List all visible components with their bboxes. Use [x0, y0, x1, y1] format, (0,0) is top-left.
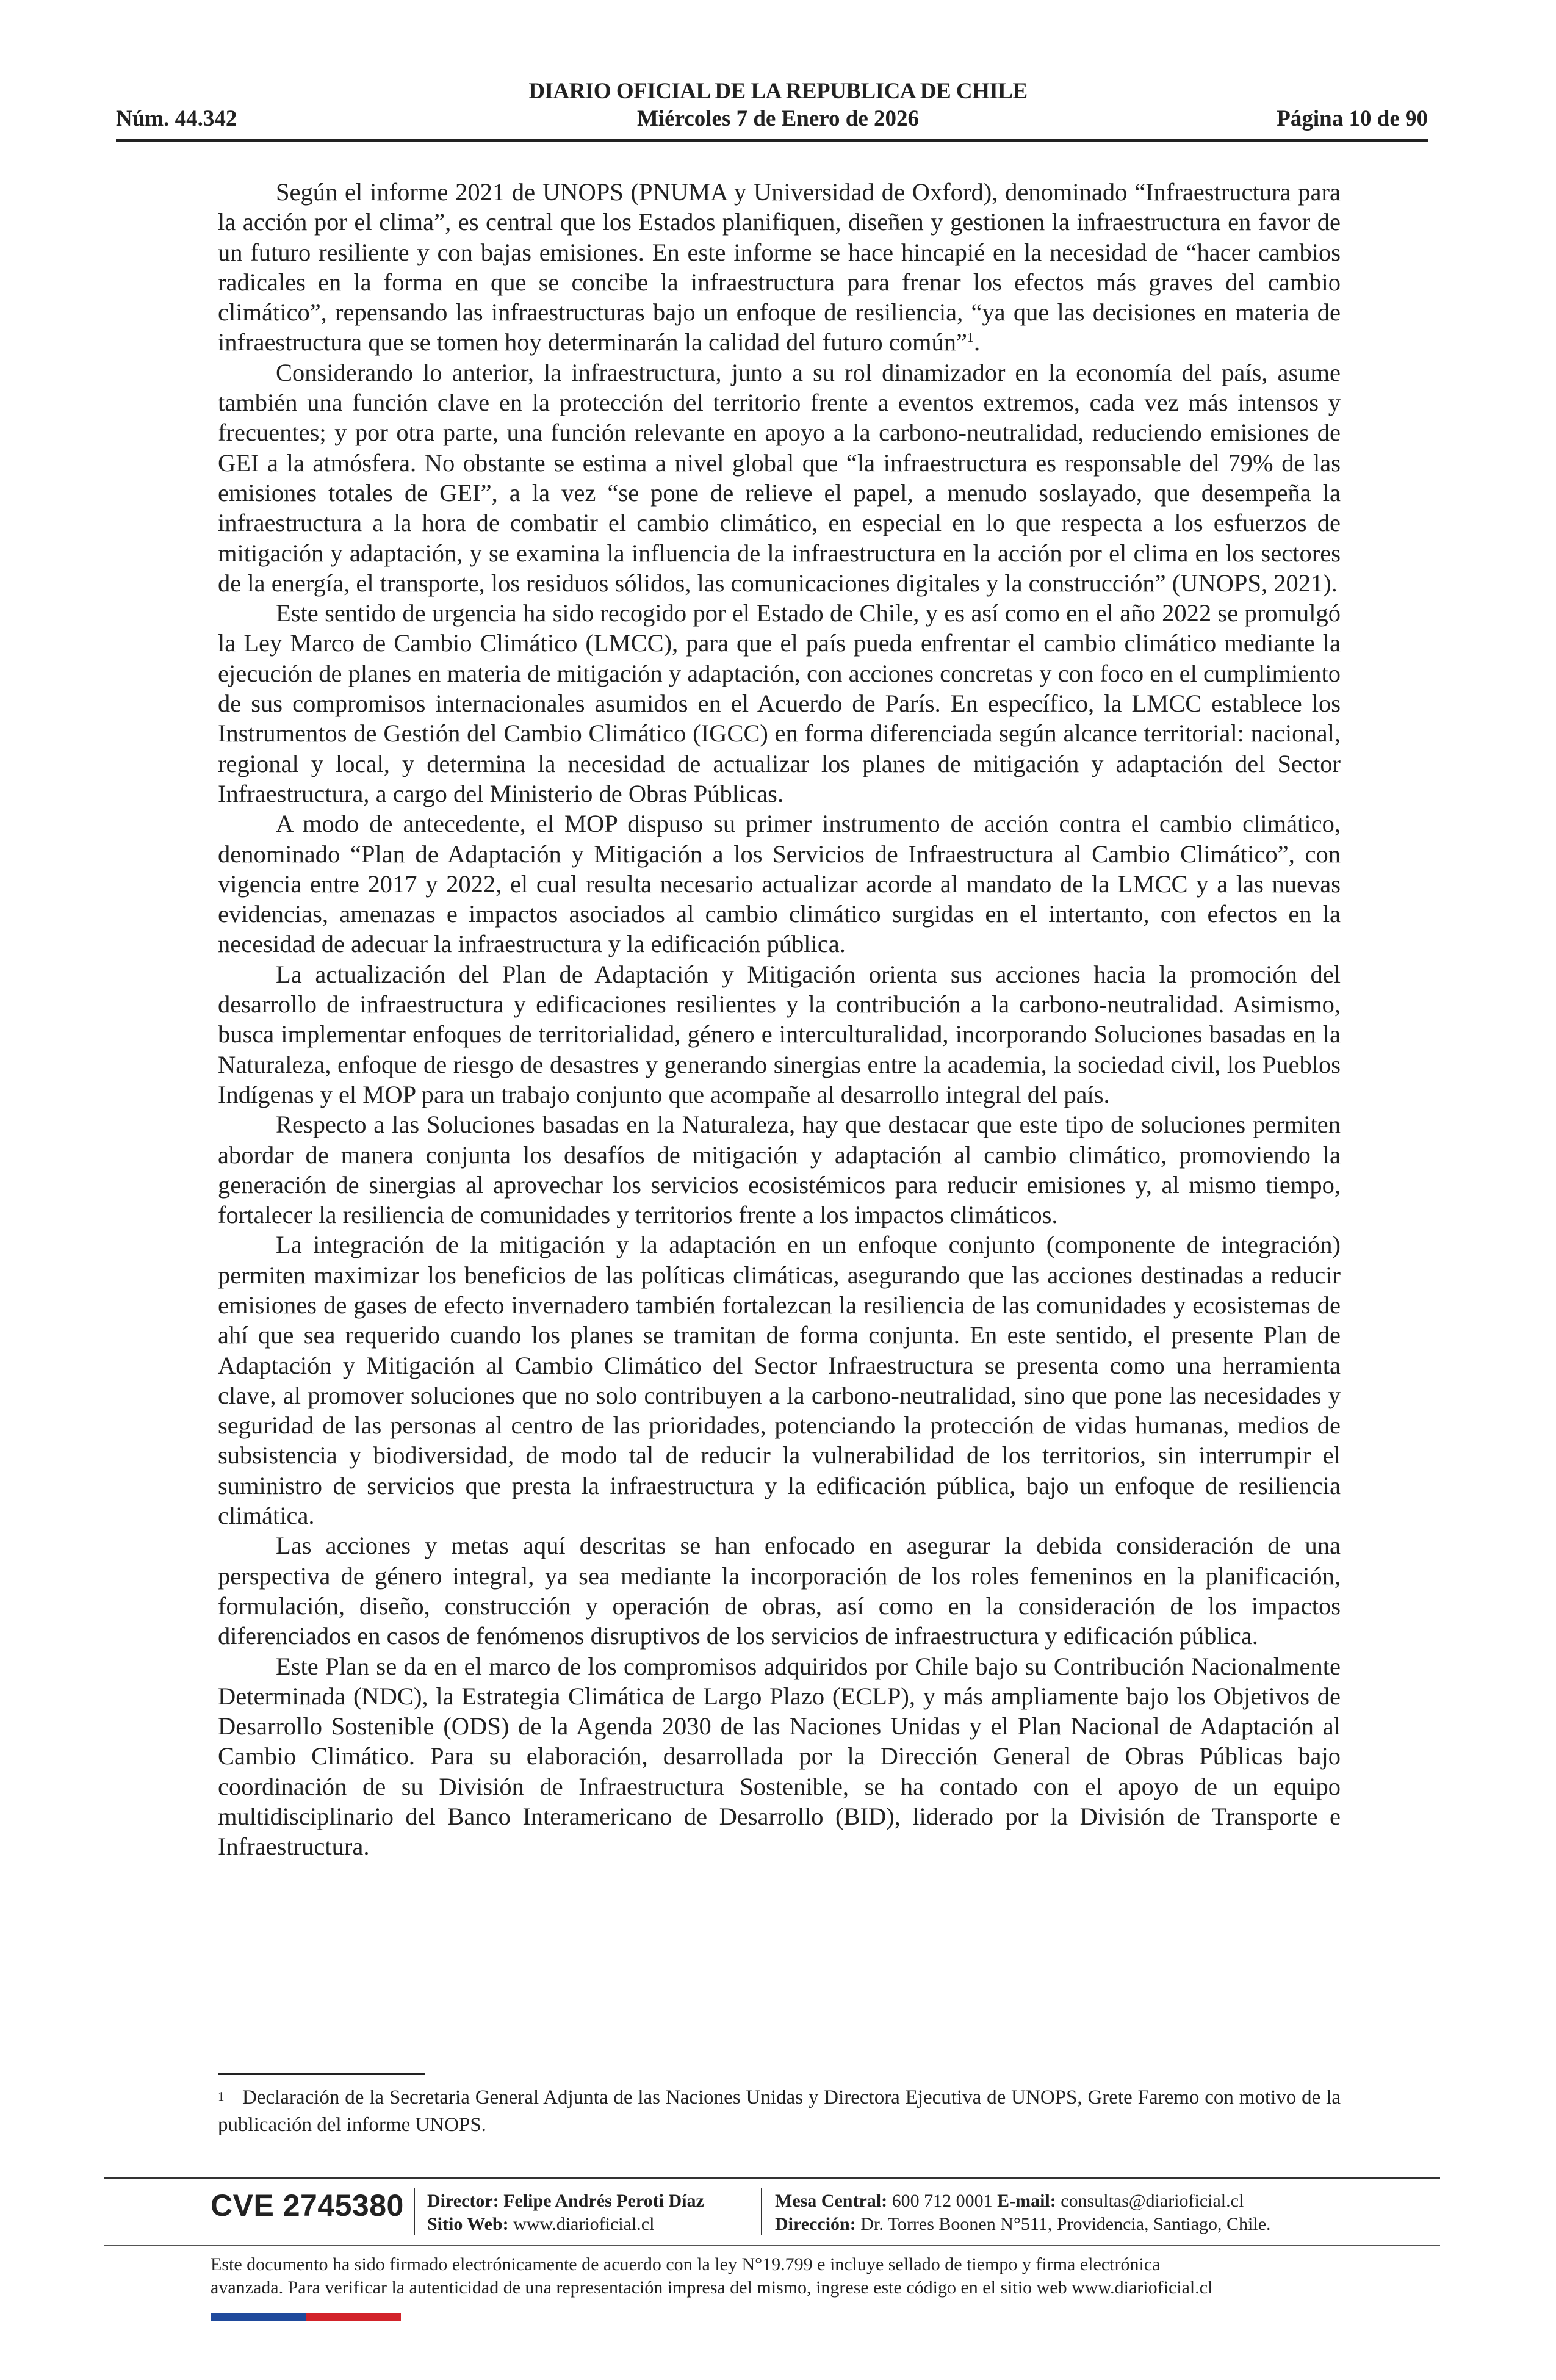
- website-link[interactable]: www.diarioficial.cl: [513, 2214, 655, 2234]
- signature-notice: [211, 2253, 1333, 2299]
- issue-number: Núm. 44.342: [116, 106, 237, 131]
- director-name: Felipe Andrés Peroti Díaz: [503, 2191, 704, 2211]
- footnote: [218, 2084, 1341, 2139]
- footnote-number: 1: [218, 2089, 225, 2104]
- footer-director-block: [427, 2190, 704, 2236]
- footer-separator: [414, 2188, 415, 2235]
- footer-divider: [104, 2177, 1440, 2179]
- paragraph: [218, 177, 1341, 358]
- paragraph-end: .: [974, 328, 981, 356]
- paragraph: Este Plan se da en el marco de los compromisos adquiridos por Chile bajo su Contribución Nacionalmente Determinada (NDC), la Estrategia Climática de Largo Plazo (ECLP), y más ampliamente bajo los Objetivos de Desarrollo Sostenible (ODS) de la Agenda 2030 de las Naciones Unidas y el Plan Nacional de Adaptación al Cambio Climático. Para su elaboración, desarrollada por la Dirección General de Obras Públicas bajo coordinación de su División de Infraestructura Sostenible, se ha contado con el apoyo de un equipo multidisciplinario del Banco Interamericano de Desarrollo (BID), liderado por la División de Transporte e Infraestructura.: [218, 1652, 1341, 1861]
- header-divider: [116, 139, 1428, 142]
- paragraph: Considerando lo anterior, la infraestructura, junto a su rol dinamizador en la economía del país, asume también una función clave en la protección del territorio frente a eventos extremos, cada vez más intensos y frecuentes; y por otra parte, una función relevante en apoyo a la carbono-neutralidad, reduciendo emisiones de GEI a la atmósfera. No obstante se estima a nivel global que “la infraestructura es responsable del 79% de las emisiones totales de GEI”, a la vez “se pone de relieve el papel, a menudo soslayado, que desempeña la infraestructura a la hora de combatir el cambio climático, en especial en lo que respecta a los esfuerzos de mitigación y adaptación, y se examina la influencia de la infraestructura en la acción por el clima en los sectores de la energía, el transporte, los residuos sólidos, las comunicaciones digitales y la construcción” (UNOPS, 2021).: [218, 358, 1341, 597]
- address-label: Dirección:: [775, 2214, 856, 2234]
- footnote-reference[interactable]: 1: [967, 330, 974, 345]
- flag-blue-band: [211, 2313, 306, 2321]
- paragraph: Respecto a las Soluciones basadas en la Naturaleza, hay que destacar que este tipo de soluciones permiten abordar de manera conjunta los desafíos de mitigación y adaptación al cambio climático, promoviendo la generación de sinergias al aprovechar los servicios ecosistémicos para reducir emisiones y, al mismo tiempo, fortalecer la resiliencia de comunidades y territorios frente a los impactos climáticos.: [218, 1111, 1341, 1229]
- director-label: Director:: [427, 2191, 499, 2211]
- issue-date: Miércoles 7 de Enero de 2026: [636, 106, 920, 131]
- footnote-text: Declaración de la Secretaria General Adjunta de las Naciones Unidas y Directora Ejecutiva de UNOPS, Grete Faremo con motivo de la publicación del informe UNOPS.: [218, 2086, 1341, 2136]
- flag-red-band: [306, 2313, 401, 2321]
- footnote-divider: [218, 2073, 425, 2075]
- paragraph: La integración de la mitigación y la adaptación en un enfoque conjunto (componente de integración) permiten maximizar los beneficios de las políticas climáticas, asegurando que las acciones destinadas a reducir emisiones de gases de efecto invernadero también fortalezcan la resiliencia de las comunidades y ecosistemas de ahí que sea requerido cuando los planes se tramitan de forma conjunta. En este sentido, el presente Plan de Adaptación y Mitigación al Cambio Climático del Sector Infraestructura se presenta como una herramienta clave, al promover soluciones que no solo contribuyen a la carbono-neutralidad, sino que pone las necesidades y seguridad de las personas al centro de las prioridades, potenciando la protección de vidas humanas, medios de subsistencia y biodiversidad, de modo tal de reducir la vulnerabilidad de los territorios, sin interrumpir el suministro de servicios que presta la infraestructura y la edificación pública, bajo un enfoque de resiliencia climática.: [218, 1231, 1341, 1530]
- email-label: E-mail:: [997, 2191, 1056, 2211]
- signature-notice-line: avanzada. Para verificar la autenticidad de una representación impresa del mismo, ingrese este código en el sitio web www.diarioficial.cl: [211, 2277, 1213, 2298]
- paragraph: Las acciones y metas aquí descritas se han enfocado en asegurar la debida consideración de una perspectiva de género integral, ya sea mediante la incorporación de los roles femeninos en la planificación, formulación, diseño, construcción y operación de obras, así como en la consideración de los impactos diferenciados en casos de fenómenos disruptivos de los servicios de infraestructura y edificación pública.: [218, 1532, 1341, 1650]
- footer-divider: [104, 2245, 1440, 2246]
- address-value: Dr. Torres Boonen N°511, Providencia, Santiago, Chile.: [860, 2214, 1271, 2234]
- publication-title: DIARIO OFICIAL DE LA REPUBLICA DE CHILE: [528, 79, 1028, 104]
- paragraph: A modo de antecedente, el MOP dispuso su primer instrumento de acción contra el cambio climático, denominado “Plan de Adaptación y Mitigación a los Servicios de Infraestructura al Cambio Climático”, con vigencia entre 2017 y 2022, el cual resulta necesario actualizar acorde al mandato de la LMCC y a las nuevas evidencias, amenazas e impactos asociados al cambio climático surgidas en el intertanto, con efectos en la necesidad de adecuar la infraestructura y la edificación pública.: [218, 810, 1341, 958]
- signature-notice-line: Este documento ha sido firmado electrónicamente de acuerdo con la ley N°19.799 e incluye sellado de tiempo y firma electrónica: [211, 2254, 1161, 2274]
- paragraph: La actualización del Plan de Adaptación y Mitigación orienta sus acciones hacia la promoción del desarrollo de infraestructura y edificaciones resilientes y la contribución a la carbono-neutralidad. Asimismo, busca implementar enfoques de territorialidad, género e interculturalidad, incorporando Soluciones basadas en la Naturaleza, enfoque de riesgo de desastres y generando sinergias entre la academia, la sociedad civil, los Pueblos Indígenas y el MOP para un trabajo conjunto que acompañe al desarrollo integral del país.: [218, 960, 1341, 1108]
- email-link[interactable]: consultas@diarioficial.cl: [1061, 2191, 1244, 2211]
- document-body: [218, 177, 1341, 1862]
- footer-contact-block: [775, 2190, 1271, 2236]
- paragraph-text: Según el informe 2021 de UNOPS (PNUMA y Universidad de Oxford), denominado “Infraestructura para la acción por el clima”, es central que los Estados planifiquen, diseñen y gestionen la infraestructura en favor de un futuro resiliente y con bajas emisiones. En este informe se hace hincapié en la necesidad de “hacer cambios radicales en la forma en que se concibe la infraestructura para frenar los efectos más graves del cambio climático”, repensando las infraestructuras bajo un enfoque de resiliencia, “ya que las decisiones en materia de infraestructura que se tomen hoy determinarán la calidad del futuro común”: [218, 178, 1341, 356]
- cve-code: CVE 2745380: [211, 2188, 404, 2223]
- website-label: Sitio Web:: [427, 2214, 509, 2234]
- phone-label: Mesa Central:: [775, 2191, 888, 2211]
- page-number: Página 10 de 90: [1277, 106, 1428, 131]
- footer-separator: [761, 2188, 762, 2235]
- phone-number: 600 712 0001: [891, 2191, 993, 2211]
- flag-stripe: [211, 2313, 401, 2321]
- paragraph: Este sentido de urgencia ha sido recogido por el Estado de Chile, y es así como en el año 2022 se promulgó la Ley Marco de Cambio Climático (LMCC), para que el país pueda enfrentar el cambio climático mediante la ejecución de planes en materia de mitigación y adaptación, con acciones concretas y con foco en el cumplimiento de sus compromisos internacionales asumidos en el Acuerdo de París. En específico, la LMCC establece los Instrumentos de Gestión del Cambio Climático (IGCC) en forma diferenciada según alcance territorial: nacional, regional y local, y determina la necesidad de actualizar los planes de mitigación y adaptación del Sector Infraestructura, a cargo del Ministerio de Obras Públicas.: [218, 599, 1341, 807]
